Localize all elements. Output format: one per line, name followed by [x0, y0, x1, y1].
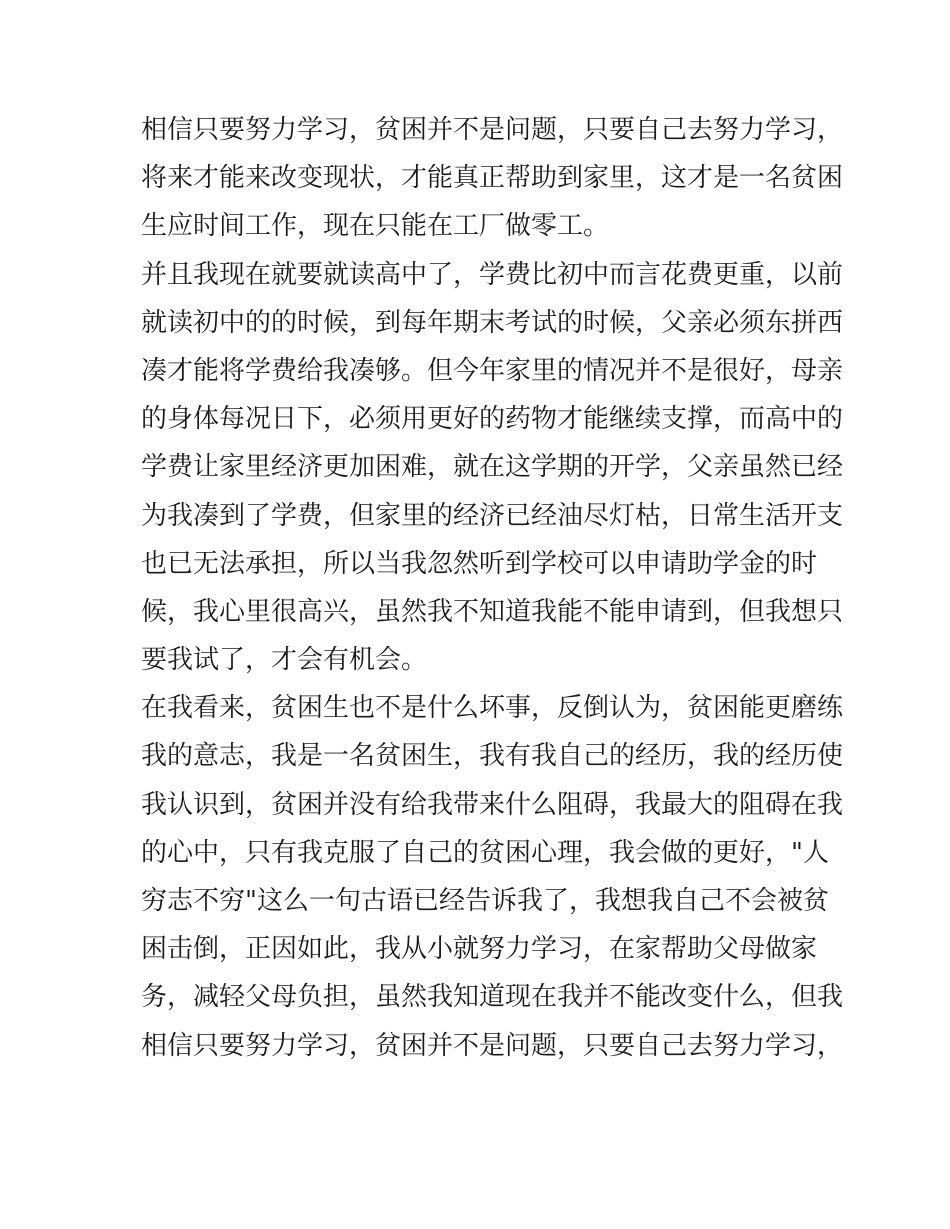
- text-line: 学费让家里经济更加困难，就在这学期的开学，父亲虽然已经: [141, 452, 844, 483]
- text-line: 凑才能将学费给我凑够。但今年家里的情况并不是很好，母亲: [141, 355, 844, 386]
- text-line: 并且我现在就要就读高中了，学费比初中而言花费更重，以前: [141, 259, 844, 290]
- text-line: 将来才能来改变现状，才能真正帮助到家里，这才是一名贫困: [141, 163, 844, 194]
- text-line: 穷志不穷"这么一句古语已经告诉我了，我想我自己不会被贫: [141, 886, 829, 916]
- text-line: 为我凑到了学费，但家里的经济已经油尽灯枯，日常生活开支: [141, 500, 844, 531]
- text-line: 也已无法承担，所以当我忽然听到学校可以申请助学金的时: [141, 548, 818, 579]
- text-line: 在我看来，贫困生也不是什么坏事，反倒认为，贫困能更磨练: [141, 693, 844, 724]
- text-line: 生应时间工作，现在只能在工厂做零工。: [141, 211, 610, 242]
- text-line: 务，减轻父母负担，虽然我知道现在我并不能改变什么，但我: [141, 982, 844, 1013]
- text-line: 要我试了，才会有机会。: [141, 645, 428, 676]
- text-line: 困击倒，正因如此，我从小就努力学习，在家帮助父母做家: [141, 934, 818, 965]
- text-line: 我认识到，贫困并没有给我带来什么阻碍，我最大的阻碍在我: [141, 789, 844, 820]
- text-line: 相信只要努力学习，贫困并不是问题，只要自己去努力学习，: [141, 1030, 844, 1061]
- text-line: 候，我心里很高兴，虽然我不知道我能不能申请到，但我想只: [141, 596, 844, 627]
- body-text: [141, 106, 844, 1070]
- text-line: 相信只要努力学习，贫困并不是问题，只要自己去努力学习，: [141, 115, 844, 145]
- text-line: 就读初中的的时候，到每年期末考试的时候，父亲必须东拼西: [141, 307, 844, 338]
- text-line: 我的意志，我是一名贫困生，我有我自己的经历，我的经历使: [141, 741, 844, 772]
- text-line: 的心中，只有我克服了自己的贫困心理，我会做的更好，"人: [141, 837, 829, 868]
- text-line: 的身体每况日下，必须用更好的药物才能继续支撑，而高中的: [141, 404, 844, 435]
